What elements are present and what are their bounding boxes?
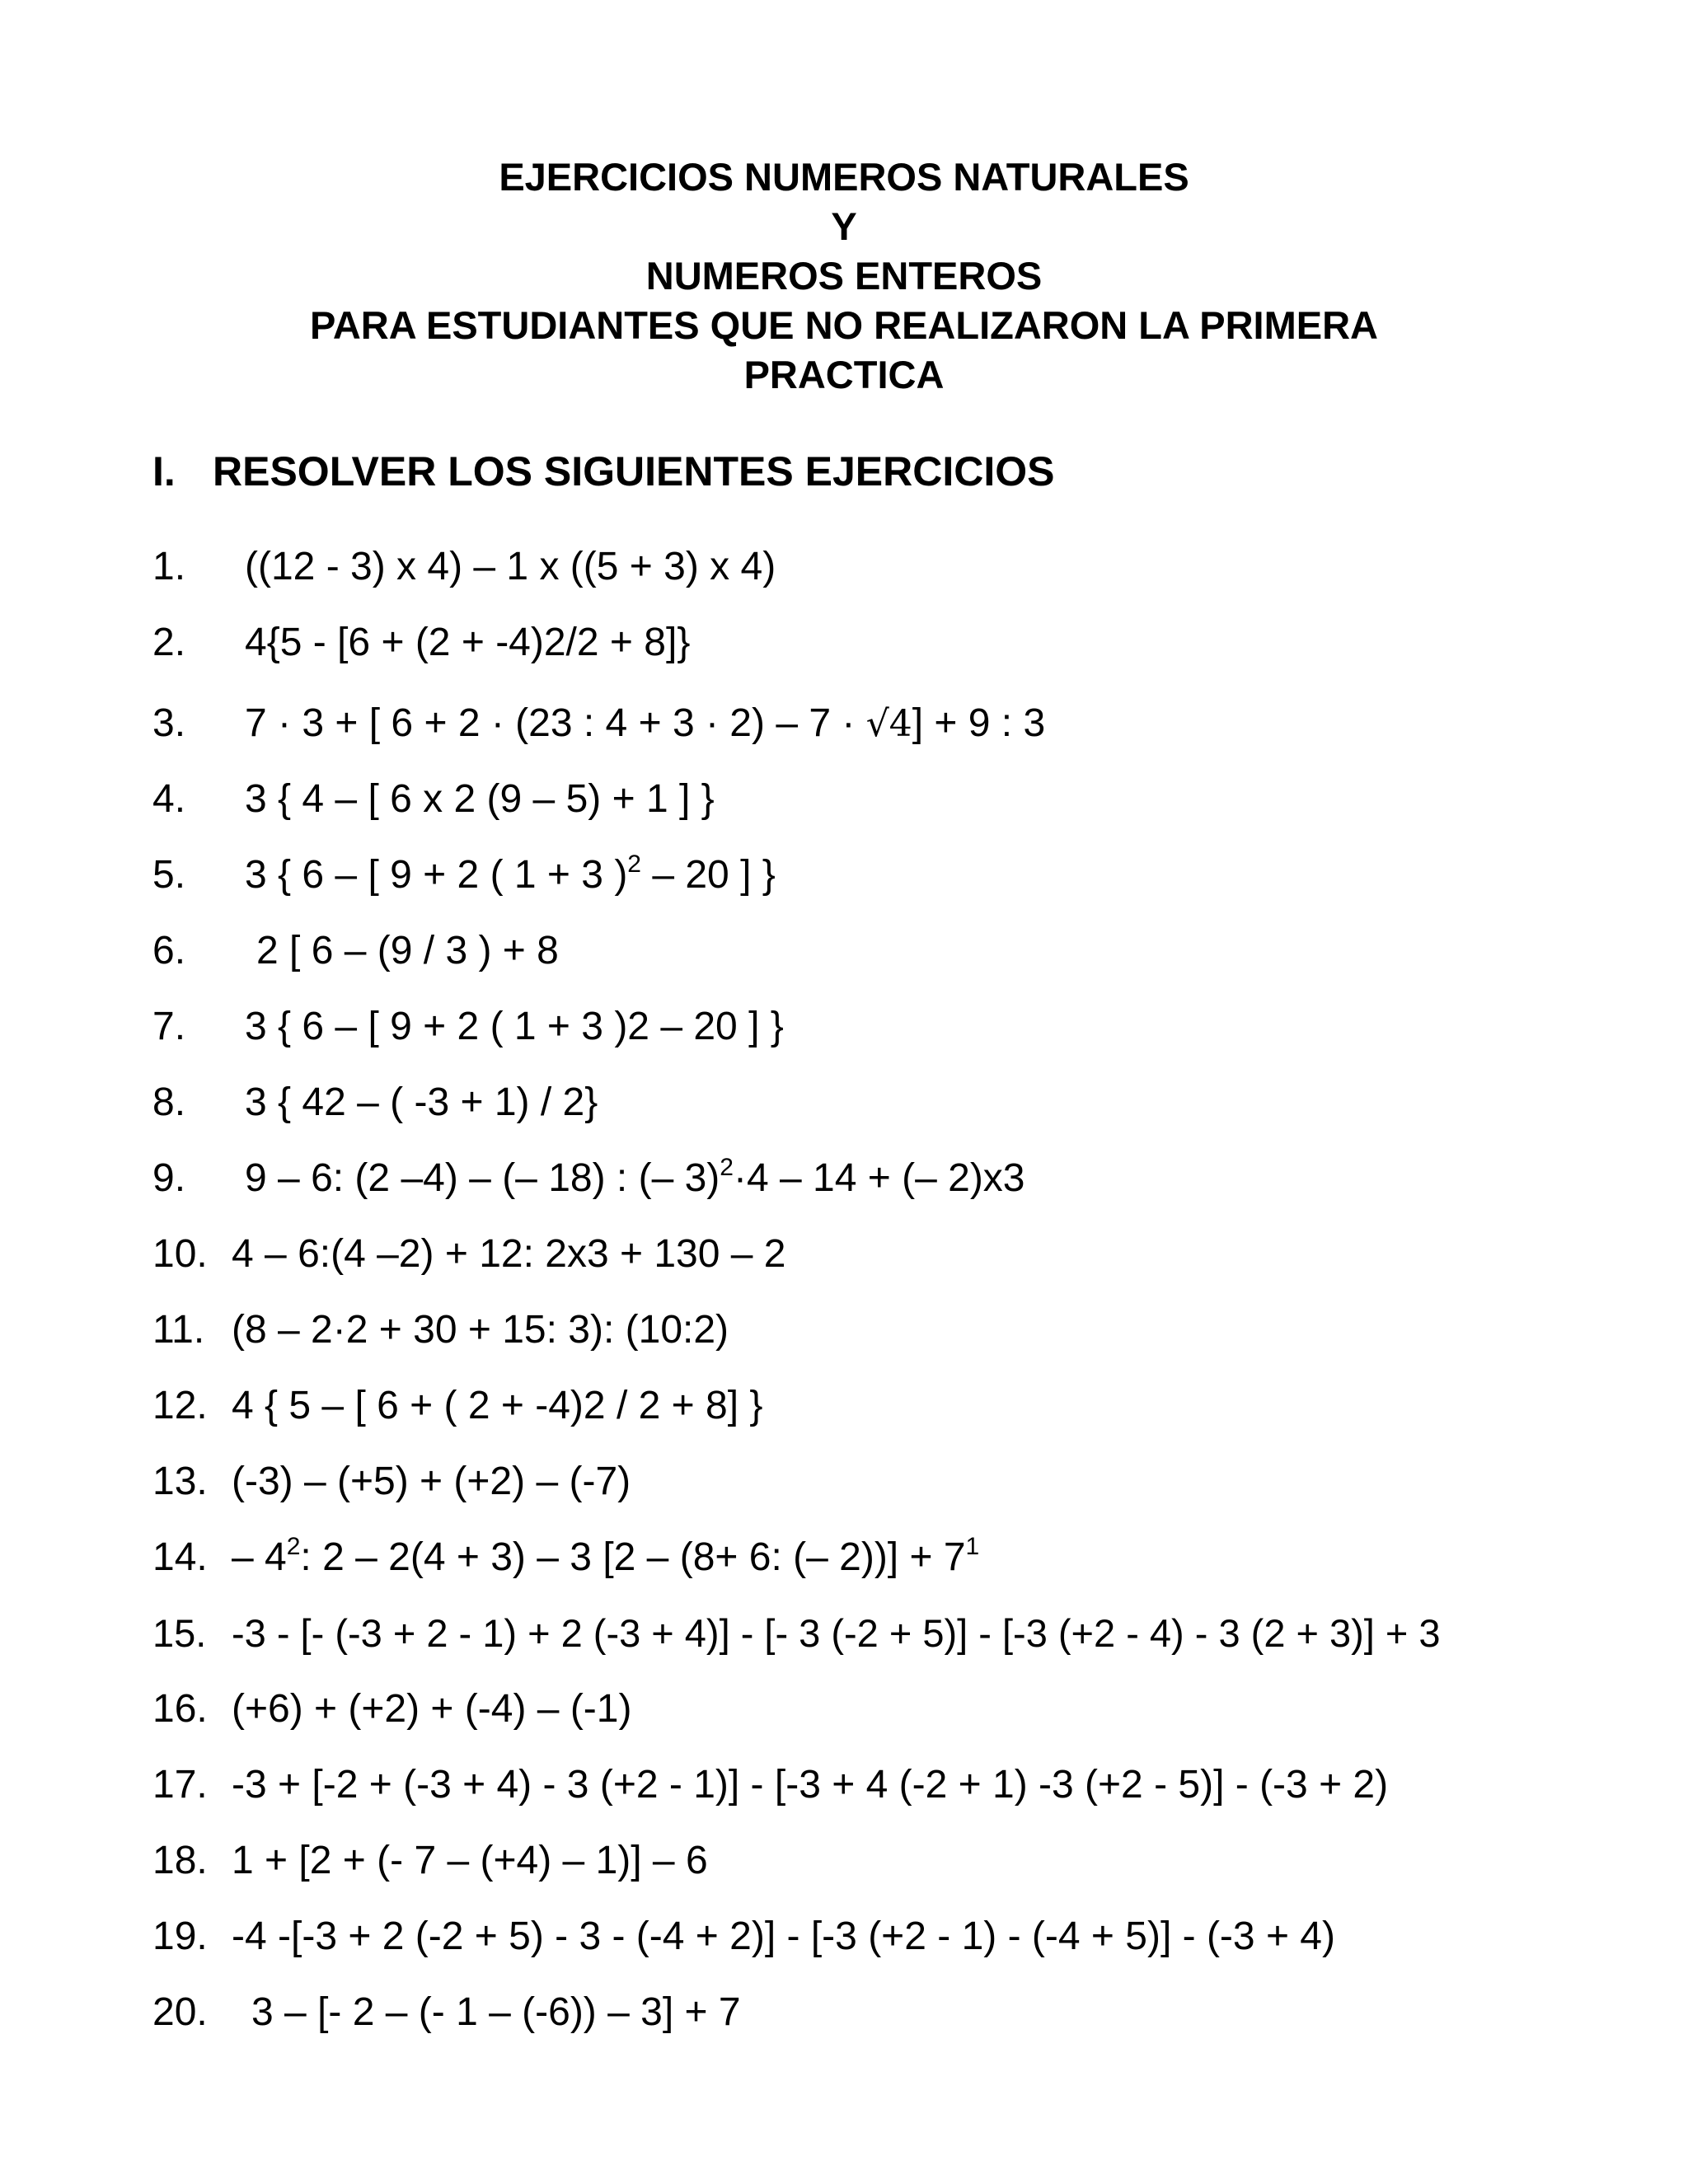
exercise-10 [152,1230,786,1279]
title-line-2: Y [831,204,857,248]
exercise-14 [152,1533,979,1582]
exercise-number: 6. [152,929,186,972]
exponent: 1 [965,1533,980,1560]
exercise-2 [152,618,690,668]
exercise-number: 5. [152,853,186,897]
title-line-5: PRACTICA [743,353,945,396]
exercise-number: 1. [152,545,186,588]
exercise-expression: 4 – 6:(4 –2) + 12: 2x3 + 130 – 2 [232,1232,786,1276]
exercise-expression: 4 { 5 – [ 6 + ( 2 + -4)2 / 2 + 8] } [232,1384,763,1427]
exercise-number: 12. [152,1384,208,1427]
exercise-expression: 3 { 42 – ( -3 + 1) / 2} [245,1080,598,1124]
exercise-12 [152,1381,762,1431]
exercise-expression: 2 [ 6 – (9 / 3 ) + 8 [256,929,559,972]
exercise-5 [152,851,776,900]
expression-part: ·4 – 14 + (– 2)x3 [733,1156,1025,1200]
title-line-3: NUMEROS ENTEROS [645,254,1043,298]
exponent: 2 [720,1154,734,1181]
exercise-number: 16. [152,1687,208,1731]
exponent: 2 [286,1533,301,1560]
expression-part: 7 · 3 + [ 6 + 2 · (23 : 4 + 3 · 2) – 7 · [245,701,866,745]
exercise-number: 11. [152,1308,205,1352]
exercise-4 [152,775,715,824]
exercise-number: 9. [152,1156,186,1200]
exercise-expression: 3 { 6 – [ 9 + 2 ( 1 + 3 )2 – 20 ] } [245,1005,784,1048]
exercise-9 [152,1154,1025,1203]
exercise-3 [152,699,1045,749]
exercise-15 [152,1609,1441,1658]
exercise-number: 17. [152,1763,208,1807]
exercise-number: 2. [152,621,186,664]
exercise-expression: 1 + [2 + (- 7 – (+4) – 1)] – 6 [232,1839,708,1882]
expression-part: ] + 9 : 3 [912,701,1046,745]
exercise-number: 8. [152,1080,186,1124]
exercise-expression [232,1156,1025,1200]
exercise-expression: -4 -[-3 + 2 (-2 + 5) - 3 - (-4 + 2)] - [-3 (+2 - 1) - (-4 + 5)] - (-3 + 4) [232,1915,1335,1958]
exercise-expression: 3 – [- 2 – (- 1 – (-6)) – 3] + 7 [251,1990,741,2034]
exercise-expression: 4{5 - [6 + (2 + -4)2/2 + 8]} [245,621,691,664]
section-heading [152,445,1054,498]
exercise-number: 4. [152,777,186,821]
exercise-13 [152,1457,631,1507]
section-title: RESOLVER LOS SIGUIENTES EJERCICIOS [213,448,1055,494]
exercise-expression [232,1535,979,1579]
exercise-number: 14. [152,1535,208,1579]
title-line-1: EJERCICIOS NUMEROS NATURALES [499,155,1189,199]
exercise-19 [152,1912,1335,1961]
exercise-18 [152,1836,708,1886]
exercise-expression: (+6) + (+2) + (-4) – (-1) [232,1687,632,1731]
exercise-number: 20. [152,1990,208,2034]
section-number: I. [152,448,176,494]
expression-part: : 2 – 2(4 + 3) – 3 [2 – (8+ 6: (– 2))] + 7 [300,1535,966,1579]
exercise-number: 19. [152,1915,208,1958]
exercise-11 [152,1305,729,1355]
exercise-expression [232,701,1045,745]
expression-part: 3 { 6 – [ 9 + 2 ( 1 + 3 ) [245,853,628,897]
exercise-expression: -3 + [-2 + (-3 + 4) - 3 (+2 - 1)] - [-3 + 4 (-2 + 1) -3 (+2 - 5)] - (-3 + 2) [232,1763,1389,1807]
exercise-expression: (-3) – (+5) + (+2) – (-7) [232,1460,631,1503]
exercise-number: 10. [152,1232,208,1276]
exercise-number: 3. [152,701,186,745]
exercise-number: 7. [152,1005,186,1048]
expression-part: – 4 [232,1535,287,1579]
expression-part: – 20 ] } [640,853,776,897]
exercise-6 [152,926,559,976]
exercise-20 [152,1988,741,2037]
exercise-expression: -3 - [- (-3 + 2 - 1) + 2 (-3 + 4)] - [- 3 (-2 + 5)] - [-3 (+2 - 4) - 3 (2 + 3)] + 3 [232,1611,1441,1655]
square-root-of-four: √4 [865,703,912,745]
exercise-expression: (8 – 2·2 + 30 + 15: 3): (10:2) [232,1308,729,1352]
title-line-4: PARA ESTUDIANTES QUE NO REALIZARON LA PRIMERA [309,303,1378,347]
exercise-16 [152,1685,631,1734]
exercise-expression: 3 { 4 – [ 6 x 2 (9 – 5) + 1 ] } [245,777,715,821]
exercise-number: 18. [152,1839,208,1882]
exercise-number: 13. [152,1460,208,1503]
exercise-expression [232,853,776,897]
document-title [0,152,1688,400]
exercise-number: 15. [152,1611,207,1655]
exercise-1 [152,542,776,592]
exercise-17 [152,1760,1388,1810]
expression-part: 9 – 6: (2 –4) – (– 18) : (– 3) [245,1156,720,1200]
exercise-expression: ((12 - 3) x 4) – 1 x ((5 + 3) x 4) [245,545,776,588]
exercise-8 [152,1078,598,1127]
exercise-7 [152,1002,784,1052]
exponent: 2 [627,851,641,878]
